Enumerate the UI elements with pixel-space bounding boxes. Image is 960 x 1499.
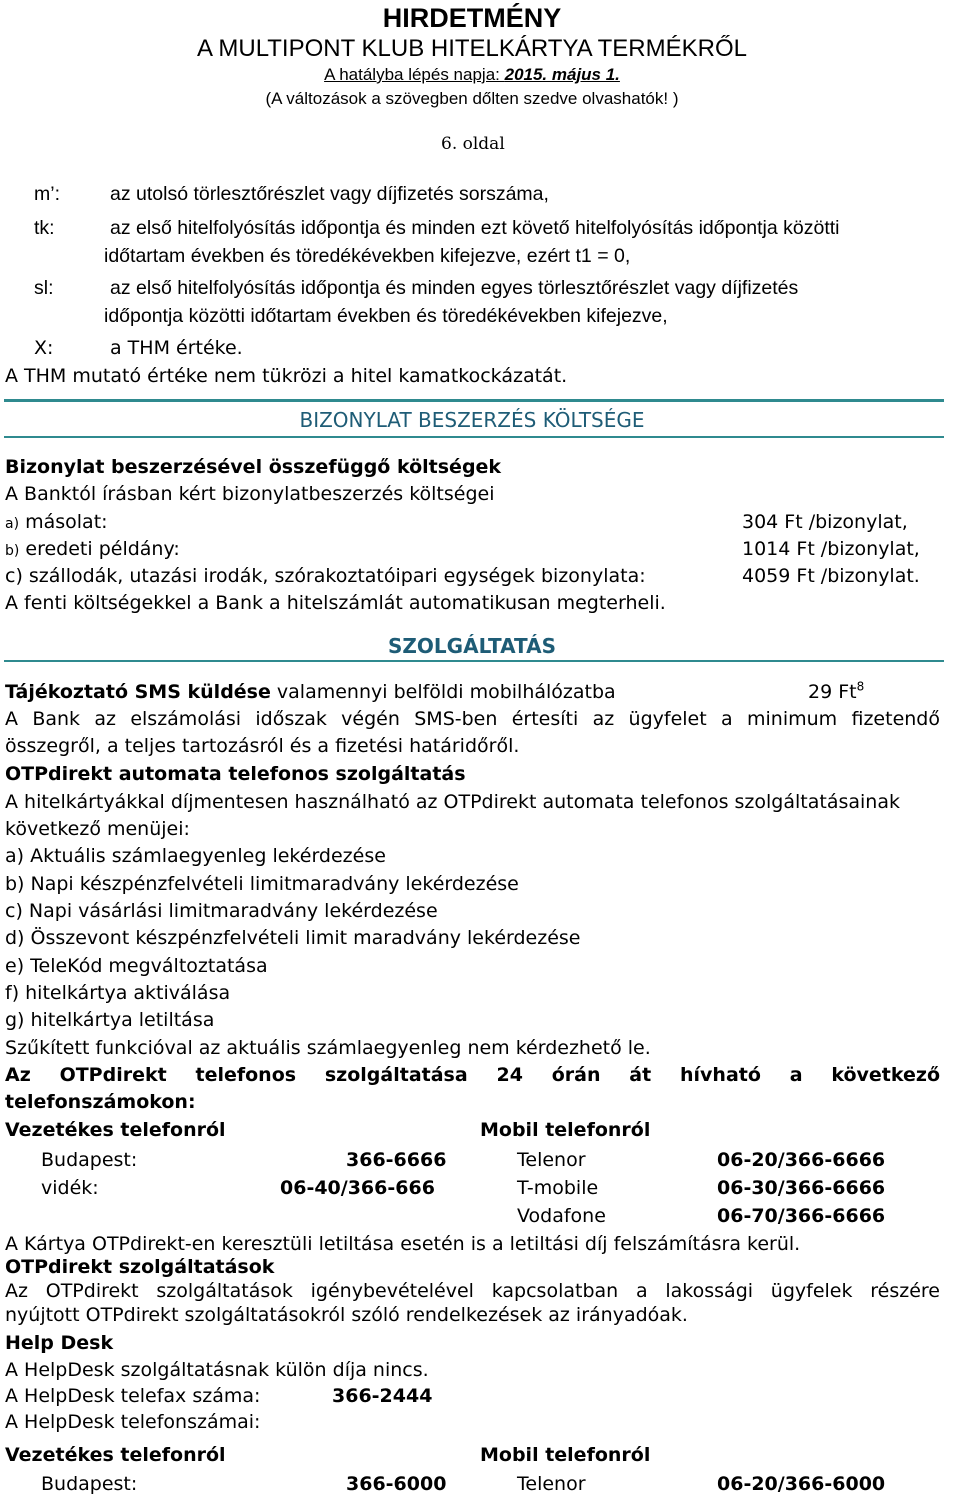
menu-item: e) TeleKód megváltoztatása xyxy=(5,955,268,977)
doc-cost-footer: A fenti költségekkel a Bank a hitelszámlát automatikusan megterheli. xyxy=(5,592,666,614)
sms-line: Tájékoztató SMS küldése valamennyi belföldi mobilhálózatba xyxy=(5,681,616,703)
sms-description: összegről, a teljes tartozásról és a fizetési határidőről. xyxy=(5,735,520,757)
definition-text: a THM értéke. xyxy=(110,337,243,359)
menu-item: d) Összevont készpénzfelvételi limit maradvány lekérdezése xyxy=(5,927,581,949)
helpdesk-fee-note: A HelpDesk szolgáltatásnak külön díja nincs. xyxy=(5,1359,429,1381)
effective-date: 2015. május 1. xyxy=(504,65,620,84)
doc-cost-price: 1014 Ft /bizonylat, xyxy=(742,538,920,560)
phone-number: 06-20/366-6000 xyxy=(717,1473,886,1495)
definition-text: időtartam években és töredékévekben kifejezve, ezért t1 = 0, xyxy=(104,245,631,267)
definition-text: az első hitelfolyósítás időpontja és minden ezt követő hitelfolyósítás időpontja közötti xyxy=(110,217,840,239)
menu-item: f) hitelkártya aktiválása xyxy=(5,982,231,1004)
doc-cost-price: 304 Ft /bizonylat, xyxy=(742,511,908,533)
definition-symbol: sl: xyxy=(34,277,54,299)
definition-symbol: X: xyxy=(34,337,54,359)
section-divider xyxy=(4,399,944,402)
page-number: 6. oldal xyxy=(441,134,505,154)
section-heading-service: SZOLGÁLTATÁS xyxy=(388,634,556,658)
menu-item: c) Napi vásárlási limitmaradvány lekérdezése xyxy=(5,900,438,922)
landline-heading: Vezetékes telefonról xyxy=(5,1119,226,1141)
otpdirekt-intro: A hitelkártyákkal díjmentesen használható az OTPdirekt automata telefonos szolgáltatásainak xyxy=(5,791,900,813)
document-subtitle: A MULTIPONT KLUB HITELKÁRTYA TERMÉKRŐL xyxy=(197,35,747,62)
landline-heading: Vezetékes telefonról xyxy=(5,1444,226,1466)
doc-cost-item: b) eredeti példány: xyxy=(5,538,180,560)
phone-label: Telenor xyxy=(517,1473,586,1495)
doc-cost-item: c) szállodák, utazási irodák, szórakoztatóipari egységek bizonylata: xyxy=(5,565,646,587)
doc-cost-subheading: Bizonylat beszerzésével összefüggő költségek xyxy=(5,456,502,478)
phone-number: 06-70/366-6666 xyxy=(717,1205,886,1227)
phone-number: 06-40/366-666 xyxy=(280,1177,435,1199)
helpdesk-fax-number: 366-2444 xyxy=(332,1385,433,1407)
reduced-function-note: Szűkített funkcióval az aktuális számlaegyenleg nem kérdezhető le. xyxy=(5,1037,651,1059)
doc-cost-item: a) másolat: xyxy=(5,511,108,533)
sms-price: 29 Ft$^8$ xyxy=(808,679,865,703)
thm-note: A THM mutató értéke nem tükrözi a hitel kamatkockázatát. xyxy=(5,365,568,387)
otpdirekt-intro: következő menüjei: xyxy=(5,818,190,840)
footnote-marker: 8 xyxy=(856,679,865,694)
doc-cost-price: 4059 Ft /bizonylat. xyxy=(742,565,920,587)
effective-date-line xyxy=(0,64,944,86)
phone-number: 06-30/366-6666 xyxy=(717,1177,886,1199)
menu-item: a) Aktuális számlaegyenleg lekérdezése xyxy=(5,845,386,867)
definition-text: időpontja közötti időtartam években és töredékévekben kifejezve, xyxy=(104,305,668,327)
definition-text: az utolsó törlesztőrészlet vagy díjfizetés sorszáma, xyxy=(110,183,549,205)
block-fee-note: A Kártya OTPdirekt-en keresztüli letiltása esetén is a letiltási díj felszámításra kerül. xyxy=(5,1233,801,1255)
menu-item: b) Napi készpénzfelvételi limitmaradvány lekérdezése xyxy=(5,873,519,895)
definition-symbol: tk: xyxy=(34,217,55,239)
phone-number: 366-6666 xyxy=(346,1149,447,1171)
otpdirekt-services-heading: OTPdirekt szolgáltatások xyxy=(5,1256,275,1278)
section-heading-doc-cost: BIZONYLAT BESZERZÉS KÖLTSÉGE xyxy=(299,408,645,432)
helpdesk-heading: Help Desk xyxy=(5,1332,114,1354)
definition-text: az első hitelfolyósítás időpontja és minden egyes törlesztőrészlet vagy díjfizetés xyxy=(110,277,799,299)
helpdesk-phones-label: A HelpDesk telefonszámai: xyxy=(5,1411,261,1433)
availability-text: Az OTPdirekt telefonos szolgáltatása 24 órán át hívható a következő xyxy=(5,1064,940,1086)
phone-label: Budapest: xyxy=(41,1473,138,1495)
availability-text: telefonszámokon: xyxy=(5,1091,196,1113)
phone-label: Vodafone xyxy=(517,1205,606,1227)
helpdesk-fax-label: A HelpDesk telefax száma: xyxy=(5,1385,261,1407)
change-note: (A változások a szövegben dőlten szedve olvashatók! ) xyxy=(265,89,679,108)
phone-label: Telenor xyxy=(517,1149,586,1171)
phone-label: Budapest: xyxy=(41,1149,138,1171)
mobile-heading: Mobil telefonról xyxy=(480,1119,651,1141)
document-title: HIRDETMÉNY xyxy=(382,3,562,33)
menu-item: g) hitelkártya letiltása xyxy=(5,1009,215,1031)
phone-label: vidék: xyxy=(41,1177,99,1199)
section-divider xyxy=(4,660,944,662)
effective-date-label: A hatályba lépés napja: xyxy=(324,65,505,84)
phone-number: 06-20/366-6666 xyxy=(717,1149,886,1171)
mobile-heading: Mobil telefonról xyxy=(480,1444,651,1466)
otpdirekt-heading: OTPdirekt automata telefonos szolgáltatás xyxy=(5,763,466,785)
section-divider xyxy=(4,436,944,438)
definition-symbol: m’: xyxy=(34,183,60,205)
sms-description: A Bank az elszámolási időszak végén SMS-ben értesíti az ügyfelet a minimum fizetendő xyxy=(5,708,940,730)
doc-cost-intro: A Banktól írásban kért bizonylatbeszerzés költségei xyxy=(5,483,495,505)
otpdirekt-services-text: Az OTPdirekt szolgáltatások igénybevételével kapcsolatban a lakossági ügyfelek részére xyxy=(5,1280,940,1302)
phone-number: 366-6000 xyxy=(346,1473,447,1495)
otpdirekt-services-text: nyújtott OTPdirekt szolgáltatásokról szóló rendelkezések az irányadóak. xyxy=(5,1304,688,1326)
phone-label: T-mobile xyxy=(517,1177,599,1199)
